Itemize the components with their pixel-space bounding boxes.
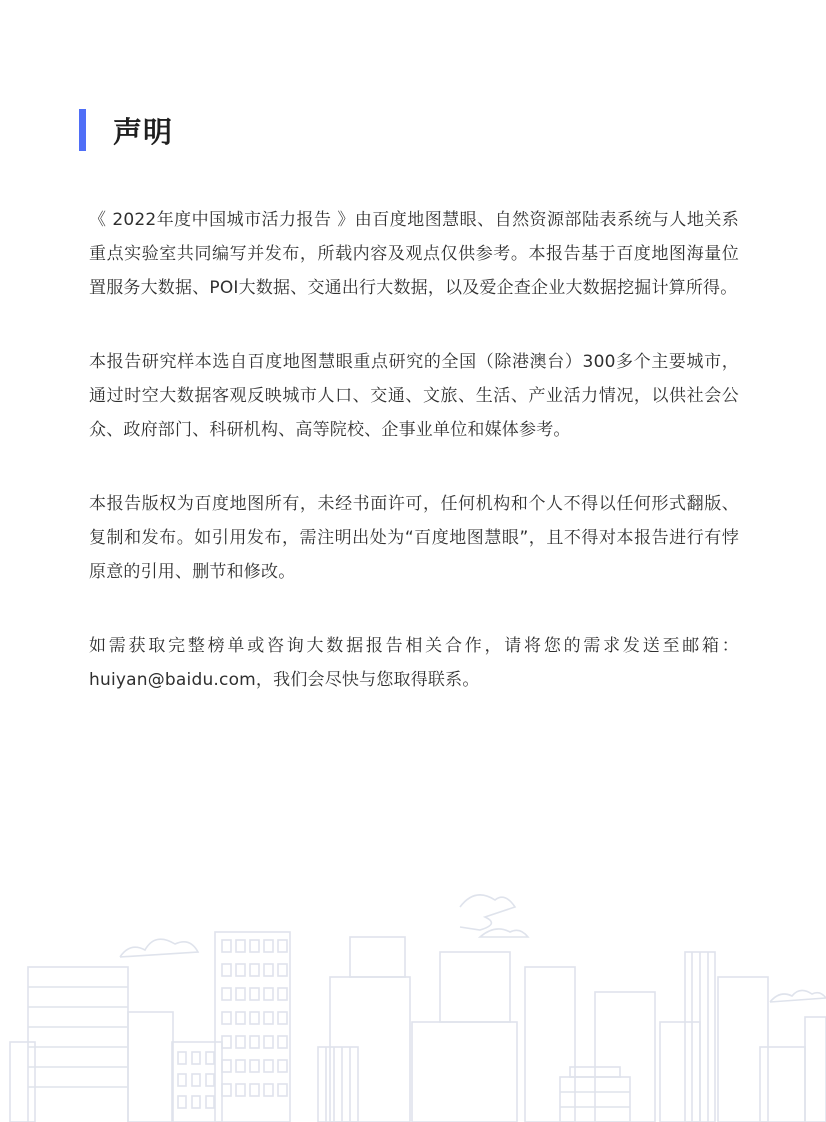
paragraph-research-sample: 本报告研究样本选自百度地图慧眼重点研究的全国（除港澳台）300多个主要城市，通过时空大数据客观反映城市人口、交通、文旅、生活、产业活力情况，以供社会公众、政府部门、科研机构、高等院校、企事业单位和媒体参考。: [89, 352, 739, 440]
heading-accent-bar: [79, 109, 86, 151]
page-title: 声明: [113, 114, 174, 149]
paragraph-report-source: 《 2022年度中国城市活力报告 》由百度地图慧眼、自然资源部陆表系统与人地关系重点实验室共同编写并发布，所载内容及观点仅供参考。本报告基于百度地图海量位置服务大数据、POI大数据、交通出行大数据，以及爱企查企业大数据挖掘计算所得。: [89, 210, 739, 298]
paragraph-contact: 如需获取完整榜单或咨询大数据报告相关合作，请将您的需求发送至邮箱：huiyan@baidu.com，我们会尽快与您取得联系。: [89, 636, 739, 690]
city-skyline-illustration: [0, 882, 826, 1122]
paragraph-copyright: 本报告版权为百度地图所有，未经书面许可，任何机构和个人不得以任何形式翻版、复制和发布。如引用发布，需注明出处为“百度地图慧眼”，且不得对本报告进行有悖原意的引用、删节和修改。: [89, 494, 739, 582]
statement-body: [89, 203, 739, 737]
section-heading: [79, 109, 173, 151]
